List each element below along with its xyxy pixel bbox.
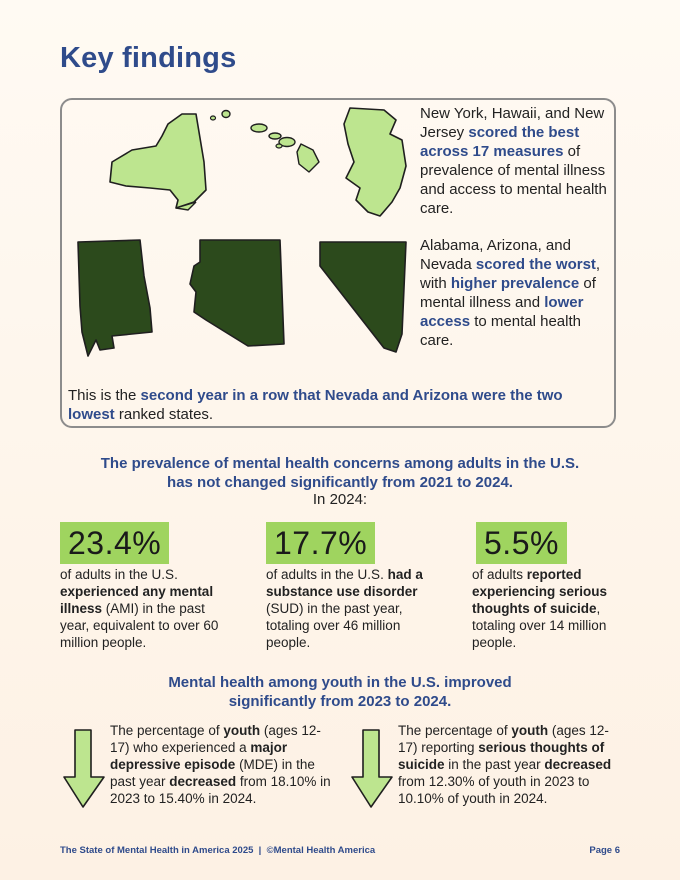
worst-states-highlight: lower access — [420, 294, 584, 330]
stat-text-part: , totaling over 14 million people. — [472, 601, 607, 650]
youth-text-part: The percentage of — [398, 723, 512, 738]
youth-text-part: from 18.10% in 2023 to 15.40% in 2024. — [110, 774, 331, 806]
stat-bold: had a substance use disorder — [266, 567, 423, 599]
down-arrow-icon — [349, 727, 395, 811]
youth-text-part: (ages 12-17) who experienced a — [110, 723, 321, 755]
youth-text-part: (MDE) in the past year — [110, 757, 315, 789]
stat-ami — [60, 522, 240, 651]
worst-states-text — [420, 236, 618, 350]
worst-states-text-part: to mental health care. — [420, 313, 581, 349]
stat-sud — [266, 522, 446, 651]
adults-heading: The prevalence of mental health concerns among adults in the U.S. has not changed significantly from 2021 to 2024. — [100, 455, 580, 491]
stat-text-part: of adults in the U.S. — [266, 567, 388, 582]
stat-suicide-thoughts — [472, 522, 652, 651]
youth-bold: decreased — [169, 774, 237, 789]
footer-report-credit: The State of Mental Health in America 2025 | ©Mental Health America — [60, 845, 376, 856]
youth-bold: decreased — [544, 757, 612, 772]
stat-value: 5.5% — [476, 522, 567, 564]
stat-text-part: (AMI) in the past year, equivalent to over 60 million people. — [60, 601, 219, 650]
worst-states-text-part: of mental illness and — [420, 275, 596, 311]
stat-text-part: (SUD) in the past year, totaling over 46 million people. — [266, 601, 403, 650]
stat-text-part: of adults — [472, 567, 527, 582]
youth-text-part: in the past year — [444, 757, 545, 772]
youth-text-part: The percentage of — [110, 723, 224, 738]
worst-states-text-part: Alabama, Arizona, and Nevada — [420, 237, 571, 273]
new-york-map — [104, 106, 214, 216]
down-arrow-icon — [61, 727, 107, 811]
stat-value: 23.4% — [60, 522, 169, 564]
stat-text-part: of adults in the U.S. — [60, 567, 178, 582]
footer-page-number: Page 6 — [589, 845, 620, 856]
stat-bold: reported experiencing serious thoughts of suicide — [472, 567, 608, 616]
nevada-map — [316, 236, 412, 360]
repeat-text-part: This is the — [68, 387, 141, 404]
youth-bold: serious thoughts of suicide — [398, 740, 605, 772]
page-title: Key findings — [60, 42, 237, 74]
repeat-lowest-text — [68, 386, 608, 424]
worst-states-text-part: , with — [420, 256, 601, 292]
stat-description — [60, 566, 232, 651]
new-jersey-map — [338, 104, 414, 220]
youth-bold: youth — [511, 723, 549, 738]
youth-text-part: from 12.30% of youth in 2023 to 10.10% of youth in 2024. — [398, 774, 590, 806]
best-states-text-part: of prevalence of mental illness and access to mental health care. — [420, 143, 607, 217]
year-line: In 2024: — [312, 491, 368, 508]
youth-bold: major depressive episode — [110, 740, 288, 772]
youth-suicide-text — [398, 722, 620, 807]
alabama-map — [70, 236, 160, 366]
best-states-text-part: New York, Hawaii, and New Jersey — [420, 105, 605, 141]
repeat-highlight: second year in a row that Nevada and Arizona were the two lowest — [68, 387, 563, 423]
youth-heading: Mental health among youth in the U.S. improved significantly from 2023 to 2024. — [168, 674, 512, 710]
arizona-map — [186, 236, 296, 354]
hawaii-map — [205, 106, 325, 176]
best-states-text — [420, 104, 618, 218]
stat-bold: experienced any mental illness — [60, 584, 214, 616]
worst-states-highlight: scored the worst — [475, 256, 596, 273]
stat-value: 17.7% — [266, 522, 375, 564]
youth-text-part: (ages 12-17) reporting — [398, 723, 609, 755]
stat-description — [472, 566, 622, 651]
best-states-highlight: scored the best across 17 measures — [420, 124, 580, 160]
stat-description — [266, 566, 442, 651]
youth-bold: youth — [223, 723, 261, 738]
youth-mde-text — [110, 722, 332, 807]
worst-states-highlight: higher prevalence — [450, 275, 580, 292]
repeat-text-part: ranked states. — [114, 406, 214, 423]
